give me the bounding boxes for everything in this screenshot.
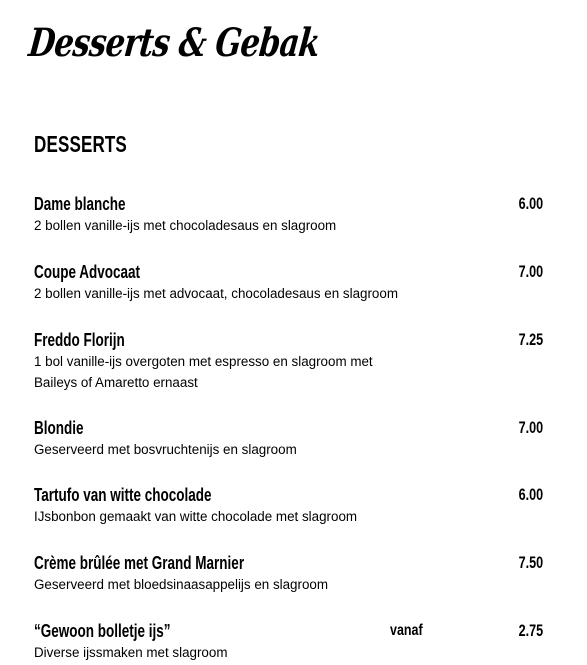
menu-item bbox=[34, 193, 546, 236]
menu-item bbox=[34, 329, 546, 393]
section-heading-desserts: DESSERTS bbox=[34, 131, 127, 157]
menu-item-description: 2 bollen vanille-ijs met advocaat, chocoladesaus en slagroom bbox=[34, 286, 398, 301]
menu-item-description: 1 bol vanille-ijs overgoten met espresso en slagroom met bbox=[34, 354, 373, 369]
menu-item bbox=[34, 552, 546, 595]
menu-item-price: 7.00 bbox=[518, 262, 543, 281]
menu-item-name: Coupe Advocaat bbox=[34, 262, 141, 282]
menu-item-description: Baileys of Amaretto ernaast bbox=[34, 375, 198, 390]
menu-item-price-prefix: vanaf bbox=[390, 622, 423, 639]
menu-item-price: 6.00 bbox=[518, 194, 543, 213]
page-title: Desserts & Gebak bbox=[26, 20, 322, 66]
menu-item-description: 2 bollen vanille-ijs met chocoladesaus en slagroom bbox=[34, 218, 337, 233]
menu-item-name: Blondie bbox=[34, 418, 84, 438]
menu-item-name: Dame blanche bbox=[34, 194, 126, 214]
menu-item-price: 7.25 bbox=[518, 330, 543, 349]
menu-item-description: Diverse ijssmaken met slagroom bbox=[34, 645, 228, 660]
menu-item bbox=[34, 417, 546, 460]
menu-item bbox=[34, 620, 546, 663]
menu-item-description: Geserveerd met bloedsinaasappelijs en slagroom bbox=[34, 577, 329, 592]
menu-item-name: Freddo Florijn bbox=[34, 330, 125, 350]
menu-item-price: 6.00 bbox=[518, 485, 543, 504]
menu-item-price: 2.75 bbox=[518, 621, 543, 640]
menu-item-price: 7.50 bbox=[518, 553, 543, 572]
menu-item-description: Geserveerd met bosvruchtenijs en slagroom bbox=[34, 442, 297, 457]
menu-item-name: “Gewoon bolletje ijs” bbox=[34, 621, 171, 641]
menu-item bbox=[34, 484, 546, 527]
menu-item-name: Crème brûlée met Grand Marnier bbox=[34, 553, 245, 573]
menu-item bbox=[34, 261, 546, 304]
menu-item-price: 7.00 bbox=[518, 418, 543, 437]
menu-item-name: Tartufo van witte chocolade bbox=[34, 485, 212, 505]
menu-item-description: IJsbonbon gemaakt van witte chocolade met slagroom bbox=[34, 509, 358, 524]
